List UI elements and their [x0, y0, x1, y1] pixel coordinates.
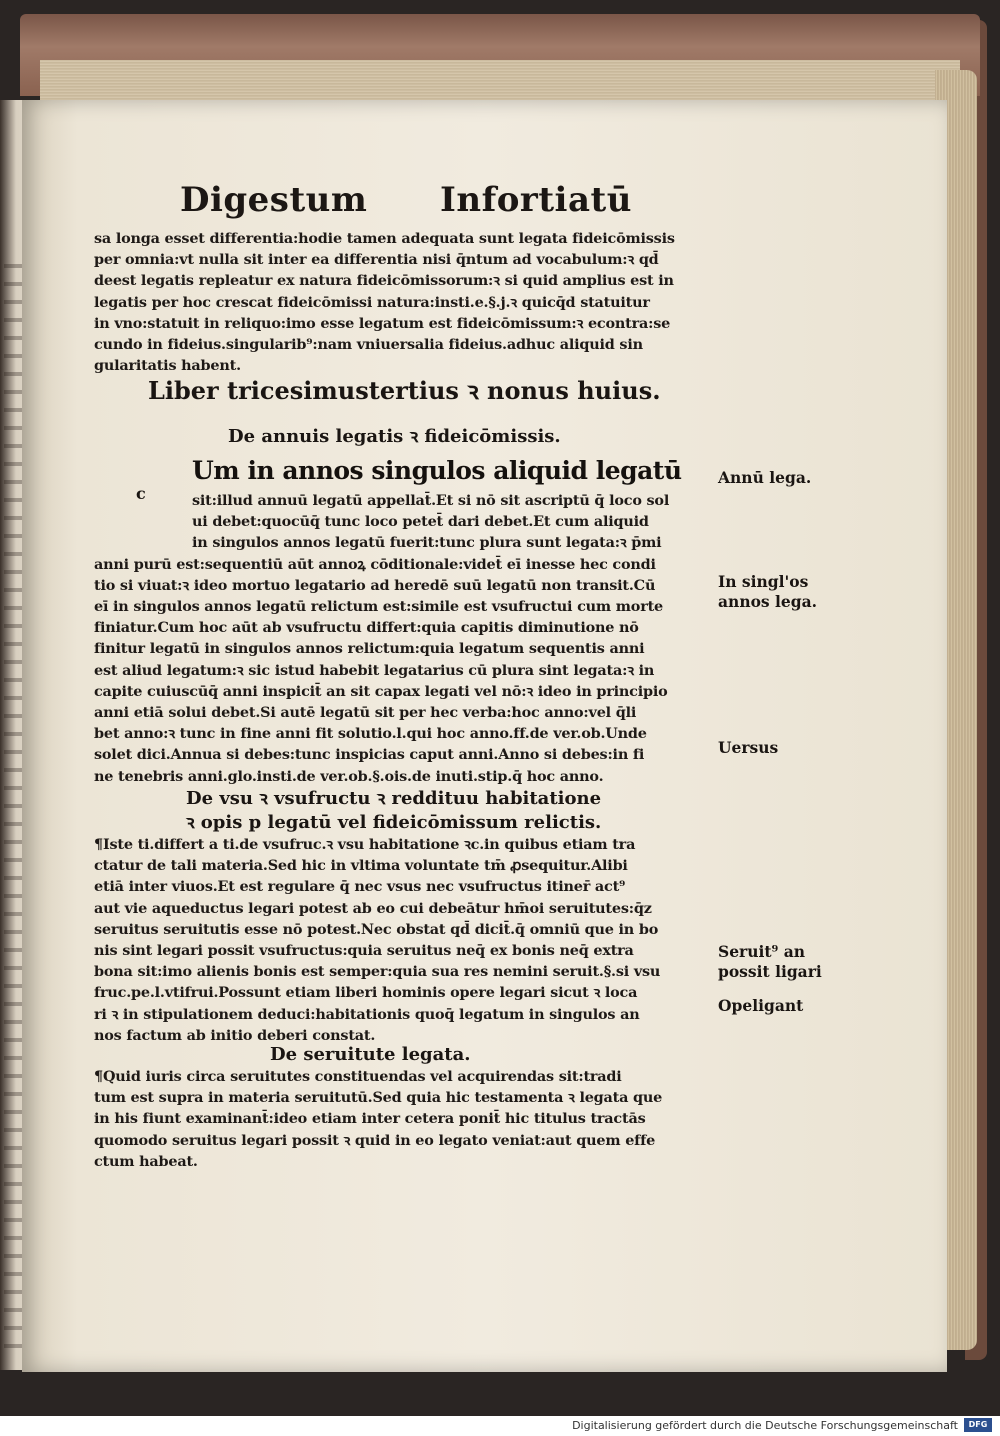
book-title: Liber tricesimustertius ꝛ nonus huius.: [148, 376, 661, 405]
text-line: per omnia:vt nulla sit inter ea differentia nisi q̄ntum ad vocabulum:ꝛ qd̄: [94, 251, 659, 269]
margin-letter: c: [136, 484, 146, 503]
text-line: ctum habeat.: [94, 1152, 198, 1170]
text-line: tio si viuat:ꝛ ideo mortuo legatario ad heredē suū legatū non transit.Cū: [94, 576, 656, 594]
text-line: quomodo seruitus legari possit ꝛ quid in eo legato veniat:aut quem effe: [94, 1131, 656, 1149]
text-line: in his fiunt examinant̄:ideo etiam inter cetera ponit̄ hic titulus tractās: [94, 1110, 646, 1128]
marginal-note-text: Opeligant: [718, 996, 804, 1015]
running-head-left: Digestum: [180, 180, 368, 220]
text-line: fruc.pe.l.vtifrui.Possunt etiam liberi hominis opere legari sicut ꝛ loca: [94, 984, 638, 1002]
text-line: anni etiā solui debet.Si autē legatū sit per hec verba:hoc anno:vel q̄li: [94, 704, 637, 722]
text-line: bet anno:ꝛ tunc in fine anni fit solutio.l.qui hoc anno.ff.de ver.ob.Unde: [94, 725, 647, 743]
text-line: ne tenebris anni.glo.insti.de ver.ob.§.ois.de inuti.stip.q̄ hoc anno.: [94, 767, 604, 785]
funding-credit: Digitalisierung gefördert durch die Deutsche Forschungsgemeinschaft: [572, 1419, 958, 1432]
marginal-note-text: possit ligari: [718, 962, 822, 981]
text-line: capite cuiuscūq̄ anni inspicit̄ an sit capax legati vel nō:ꝛ ideo in principio: [94, 682, 668, 700]
text-line: anni purū est:sequentiū aūt annoꝝ cōditionale:videt̄ eī inesse hec condi: [94, 555, 656, 573]
section-lead-line: Um in annos singulos aliquid legatū: [192, 456, 682, 485]
text-line: eī in singulos annos legatū relictum est:simile est vsufructui cum morte: [94, 598, 663, 615]
text-line: bona sit:imo alienis bonis est semper:quia sua res nemini seruit.§.si vsu: [94, 963, 661, 981]
marginal-note: [718, 468, 811, 488]
marginal-note-text: Annū lega.: [718, 468, 812, 487]
marginal-note: [718, 996, 803, 1016]
text-line: est aliud legatum:ꝛ sic istud habebit legatarius cū plura sint legata:ꝛ in: [94, 661, 655, 679]
top-paragraph: [94, 228, 675, 376]
text-line: gularitatis habent.: [94, 357, 241, 375]
marginal-note-text: Uersus: [718, 738, 779, 757]
section3-text: [94, 1066, 662, 1172]
marginal-note-text: annos lega.: [718, 592, 818, 611]
text-line: solet dici.Annua si debes:tunc inspicias caput anni.Anno si debes:in fi: [94, 746, 645, 764]
text-line: sa longa esset differentia:hodie tamen adequata sunt legata fideicōmissis: [94, 230, 675, 247]
text-line: nis sint legari possit vsufructus:quia seruitus neq̄ ex bonis neq̄ extra: [94, 942, 634, 960]
section1-text: [94, 554, 668, 787]
text-line: ui debet:quocūq̄ tunc loco petet̄ dari debet.Et cum aliquid: [192, 513, 649, 531]
text-line: legatis per hoc crescat fideicōmissi natura:insti.e.§.j.ꝛ quicq̄d statuitur: [94, 293, 650, 311]
marginal-note-text: In singl'os: [718, 572, 809, 591]
section-title: De vsu ꝛ vsufructu ꝛ reddituu habitatione: [186, 788, 602, 809]
text-line: finitur legatū in singulos annos relictum:quia legatum sequentis anni: [94, 640, 645, 658]
section2-text: [94, 834, 660, 1046]
text-line: tum est supra in materia seruitutū.Sed quia hic testamenta ꝛ legata que: [94, 1089, 663, 1107]
text-line: sit:illud annuū legatū appellat̄.Et si nō sit ascriptū q̄ loco sol: [192, 492, 670, 509]
text-line: finiatur.Cum hoc aūt ab vsufructu differt:quia capitis diminutione nō: [94, 619, 639, 637]
section1-text-indented: [192, 490, 669, 554]
dfg-logo: DFG: [964, 1418, 992, 1432]
marginal-note: [718, 738, 778, 758]
section-title: De annuis legatis ꝛ fideicōmissis.: [228, 426, 561, 447]
text-line: nos factum ab initio deberi constat.: [94, 1026, 376, 1044]
running-head: [180, 180, 630, 230]
section-title: De seruitute legata.: [270, 1044, 471, 1065]
footer-bar: [0, 1416, 1000, 1436]
text-line: ¶Iste ti.differt a ti.de vsufruc.ꝛ vsu habitatione ꝛc.in quibus etiam tra: [94, 836, 636, 853]
marginal-note-text: Seruit⁹ an: [718, 942, 806, 961]
text-line: ctatur de tali materia.Sed hic in vltima voluntate tm̄ ꝓsequitur.Alibi: [94, 857, 628, 875]
marginal-note: [718, 572, 817, 612]
text-line: in vno:statuit in reliquo:imo esse legatum est fideicōmissum:ꝛ econtra:se: [94, 314, 671, 332]
text-line: cundo in fideius.singularib⁹:nam vniuersalia fideius.adhuc aliquid sin: [94, 336, 643, 354]
text-line: deest legatis repleatur ex natura fideicōmissorum:ꝛ si quid amplius est in: [94, 272, 674, 290]
section-title: ꝛ opis p legatū vel fideicōmissum relictis.: [186, 812, 602, 833]
text-line: ¶Quid iuris circa seruitutes constituendas vel acquirendas sit:tradi: [94, 1068, 622, 1085]
text-line: seruitus seruitutis esse nō potest.Nec obstat qd̄ dicit̄.q̄ omniū que in bo: [94, 920, 659, 938]
text-line: in singulos annos legatū fuerit:tunc plura sunt legata:ꝛ p̄mi: [192, 534, 662, 552]
running-head-right: Infortiatū: [440, 180, 632, 220]
marginal-note: [718, 942, 822, 982]
text-line: etiā inter viuos.Et est regulare q̄ nec vsus nec vsufructus itiner̄ act⁹: [94, 878, 626, 896]
text-line: aut vie aqueductus legari potest ab eo cui debeātur hm̄oi seruitutes:q̄z: [94, 899, 652, 917]
text-line: ri ꝛ in stipulationem deduci:habitationis quoq̄ legatum in singulos an: [94, 1005, 640, 1023]
